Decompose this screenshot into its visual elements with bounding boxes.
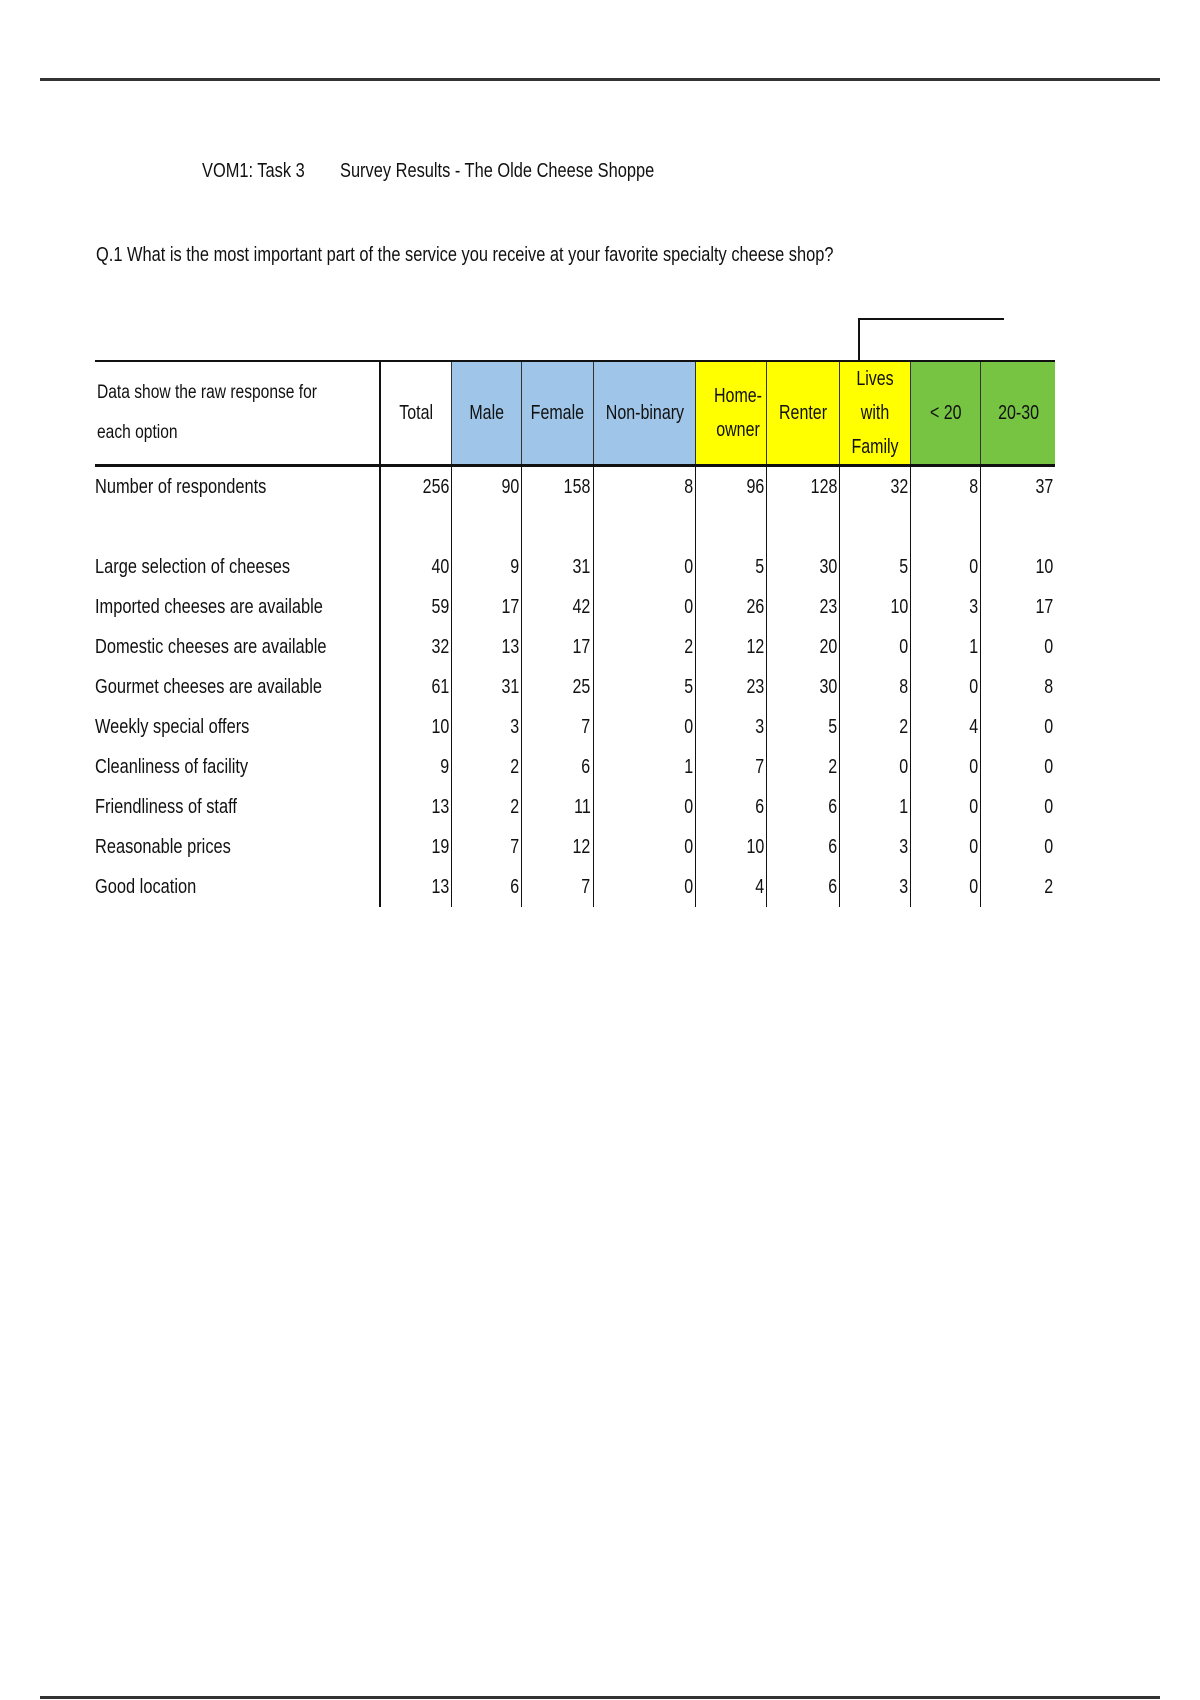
col-header-total: Total — [380, 361, 451, 466]
cell: 12 — [696, 627, 767, 667]
cell: 30 — [767, 547, 840, 587]
cell: 2 — [840, 707, 911, 747]
cell: 3 — [840, 827, 911, 867]
cell: 0 — [911, 827, 981, 867]
cell: 6 — [767, 787, 840, 827]
cell: 30 — [767, 667, 840, 707]
row-label: Weekly special offers — [95, 707, 380, 747]
cell: 13 — [451, 627, 521, 667]
cell: 0 — [911, 867, 981, 907]
col-header-20-30: 20-30 — [981, 361, 1055, 466]
cell: 17 — [521, 627, 593, 667]
cell: 0 — [593, 587, 696, 627]
cell: 6 — [696, 787, 767, 827]
cell: 0 — [911, 787, 981, 827]
col-header-home-owner: Home-owner — [696, 361, 767, 466]
col-header-renter: Renter — [767, 361, 840, 466]
cell: 20 — [767, 627, 840, 667]
cell: 32 — [380, 627, 451, 667]
cell: 42 — [521, 587, 593, 627]
cell: 0 — [1044, 835, 1053, 858]
row-label: Imported cheeses are available — [95, 587, 380, 627]
cell: 6 — [767, 827, 840, 867]
cell: 96 — [696, 466, 767, 508]
cell: 4 — [911, 707, 981, 747]
table-row — [95, 587, 1055, 627]
cell: 8 — [911, 466, 981, 508]
table-header-row — [95, 361, 1055, 466]
cell: 8 — [1044, 675, 1053, 698]
table-row — [95, 747, 1055, 787]
cell: 59 — [380, 587, 451, 627]
cell: 5 — [593, 667, 696, 707]
survey-table — [95, 360, 1055, 907]
cell: 2 — [767, 747, 840, 787]
cell: 40 — [380, 547, 451, 587]
cell: 0 — [1044, 755, 1053, 778]
cell: 8 — [593, 466, 696, 508]
cell: 1 — [593, 747, 696, 787]
cell: 3 — [696, 707, 767, 747]
cell: 17 — [451, 587, 521, 627]
cell: 3 — [840, 867, 911, 907]
cell: 0 — [593, 827, 696, 867]
spacer-row — [95, 507, 1055, 547]
table-row — [95, 547, 1055, 587]
col-header-male: Male — [451, 361, 521, 466]
cell: 0 — [593, 867, 696, 907]
row-label: Good location — [95, 867, 380, 907]
cell: 6 — [521, 747, 593, 787]
task-label: VOM1: Task 3 — [202, 160, 305, 182]
cell: 6 — [767, 867, 840, 907]
col-header-female: Female — [521, 361, 593, 466]
cell: 0 — [593, 787, 696, 827]
cell: 256 — [380, 466, 451, 508]
cell: 25 — [521, 667, 593, 707]
cell: 3 — [911, 587, 981, 627]
row-label: Number of respondents — [95, 466, 380, 508]
table-row — [95, 667, 1055, 707]
table-body — [95, 466, 1055, 908]
question-text: Q.1 What is the most important part of the service you receive at your favorite specialty cheese shop? — [96, 244, 834, 266]
col-header-non-binary: Non-binary — [593, 361, 696, 466]
cell: 2 — [451, 787, 521, 827]
cell: 13 — [380, 867, 451, 907]
cell: 2 — [593, 627, 696, 667]
cell: 2 — [1044, 875, 1053, 898]
cell: 0 — [1044, 715, 1053, 738]
row-label: Large selection of cheeses — [95, 547, 380, 587]
label-column-header: Data show the raw response for each option — [95, 361, 380, 466]
cell: 0 — [840, 747, 911, 787]
row-label: Cleanliness of facility — [95, 747, 380, 787]
col-header-under-20: < 20 — [911, 361, 981, 466]
row-label: Gourmet cheeses are available — [95, 667, 380, 707]
cell: 31 — [521, 547, 593, 587]
top-rule — [40, 78, 1160, 81]
cell: 9 — [380, 747, 451, 787]
cell: 26 — [696, 587, 767, 627]
row-label: Reasonable prices — [95, 827, 380, 867]
cell: 128 — [767, 466, 840, 508]
cell: 23 — [696, 667, 767, 707]
table-row — [95, 627, 1055, 667]
respondents-row — [95, 466, 1055, 508]
cell: 1 — [840, 787, 911, 827]
cell: 7 — [451, 827, 521, 867]
cell: 2 — [451, 747, 521, 787]
cell: 9 — [451, 547, 521, 587]
cell: 3 — [451, 707, 521, 747]
cell: 90 — [451, 466, 521, 508]
cell: 0 — [911, 547, 981, 587]
table-row — [95, 787, 1055, 827]
cell: 10 — [380, 707, 451, 747]
cell: 10 — [840, 587, 911, 627]
cell: 17 — [1035, 595, 1053, 618]
cell: 12 — [521, 827, 593, 867]
cell: 0 — [911, 747, 981, 787]
table-row — [95, 867, 1055, 907]
cell: 6 — [451, 867, 521, 907]
cell: 158 — [521, 466, 593, 508]
cell: 4 — [696, 867, 767, 907]
cell: 0 — [840, 627, 911, 667]
cell: 5 — [840, 547, 911, 587]
cell: 23 — [767, 587, 840, 627]
age-group-bracket — [858, 318, 1004, 362]
cell: 5 — [767, 707, 840, 747]
cell: 8 — [840, 667, 911, 707]
row-label: Domestic cheeses are available — [95, 627, 380, 667]
table-row — [95, 707, 1055, 747]
table-row — [95, 827, 1055, 867]
cell: 32 — [840, 466, 911, 508]
cell: 7 — [521, 867, 593, 907]
cell: 0 — [593, 547, 696, 587]
col-header-lives-with-family: Lives with Family — [840, 361, 911, 466]
cell: 61 — [380, 667, 451, 707]
cell: 11 — [521, 787, 593, 827]
row-label: Friendliness of staff — [95, 787, 380, 827]
cell: 0 — [1044, 635, 1053, 658]
cell: 10 — [1035, 555, 1053, 578]
cell: 0 — [1044, 795, 1053, 818]
cell: 7 — [521, 707, 593, 747]
cell: 1 — [911, 627, 981, 667]
survey-title: Survey Results - The Olde Cheese Shoppe — [340, 160, 655, 182]
cell: 0 — [911, 667, 981, 707]
cell: 10 — [696, 827, 767, 867]
cell: 19 — [380, 827, 451, 867]
cell: 7 — [696, 747, 767, 787]
cell: 37 — [1035, 475, 1053, 498]
cell: 5 — [696, 547, 767, 587]
cell: 31 — [451, 667, 521, 707]
bottom-rule — [40, 1696, 1160, 1699]
cell: 13 — [380, 787, 451, 827]
cell: 0 — [593, 707, 696, 747]
